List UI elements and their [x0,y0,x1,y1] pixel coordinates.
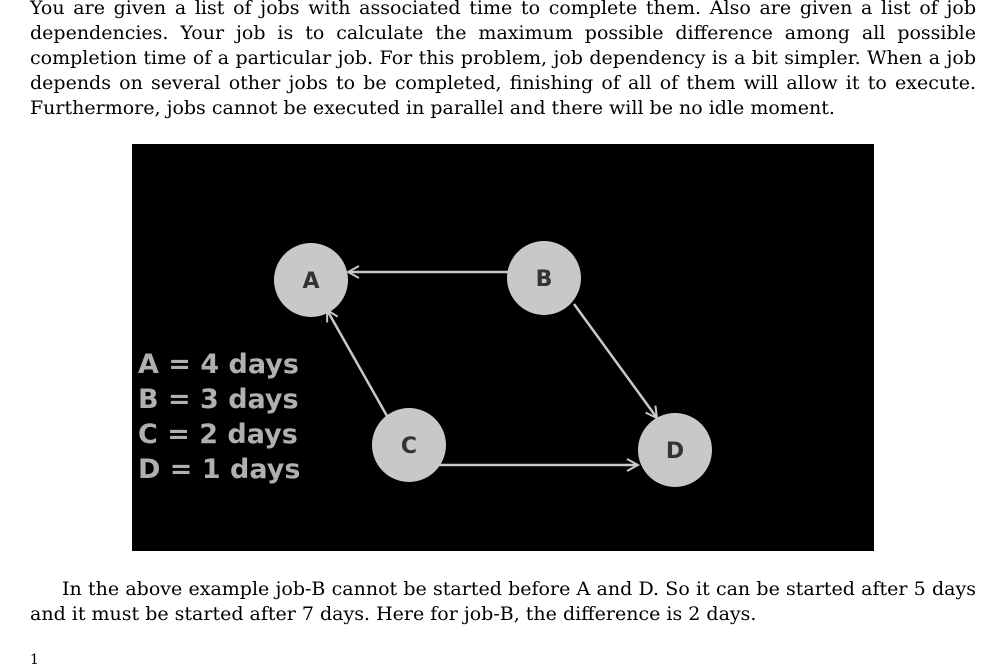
node-d [638,413,712,487]
legend-line-a: A = 4 days [138,349,299,380]
legend-line-d: D = 1 days [138,454,301,485]
node-b [507,241,581,315]
legend-line-c: C = 2 days [138,419,298,450]
intro-paragraph: You are given a list of jobs with associated time to complete them. Also are given a list of job dependencies. Your job is to calculate the maximum possible difference among all possible completion time of a particular job. For this problem, job dependency is a bit simpler. When a job depends on several other jobs to be completed, finishing of all of them will allow it to execute. Furthermore, jobs cannot be executed in parallel and there will be no idle moment. [30,0,976,119]
node-b-label: B [535,267,553,292]
dependency-figure [132,144,874,551]
node-d-label: D [665,439,685,464]
edge-b-to-d [574,304,657,418]
footnote-marker: 1 [30,652,39,668]
node-c-label: C [400,434,418,459]
node-c [372,408,446,482]
node-a-label: A [302,269,320,294]
edge-c-to-a [327,310,387,416]
legend-line-b: B = 3 days [138,384,299,415]
node-a [274,243,348,317]
example-paragraph: In the above example job-B cannot be started before A and D. So it can be started after 5 days and it must be started after 7 days. Here for job-B, the difference is 2 days. [30,578,976,625]
dependency-graph [132,144,874,551]
duration-legend [138,349,300,485]
